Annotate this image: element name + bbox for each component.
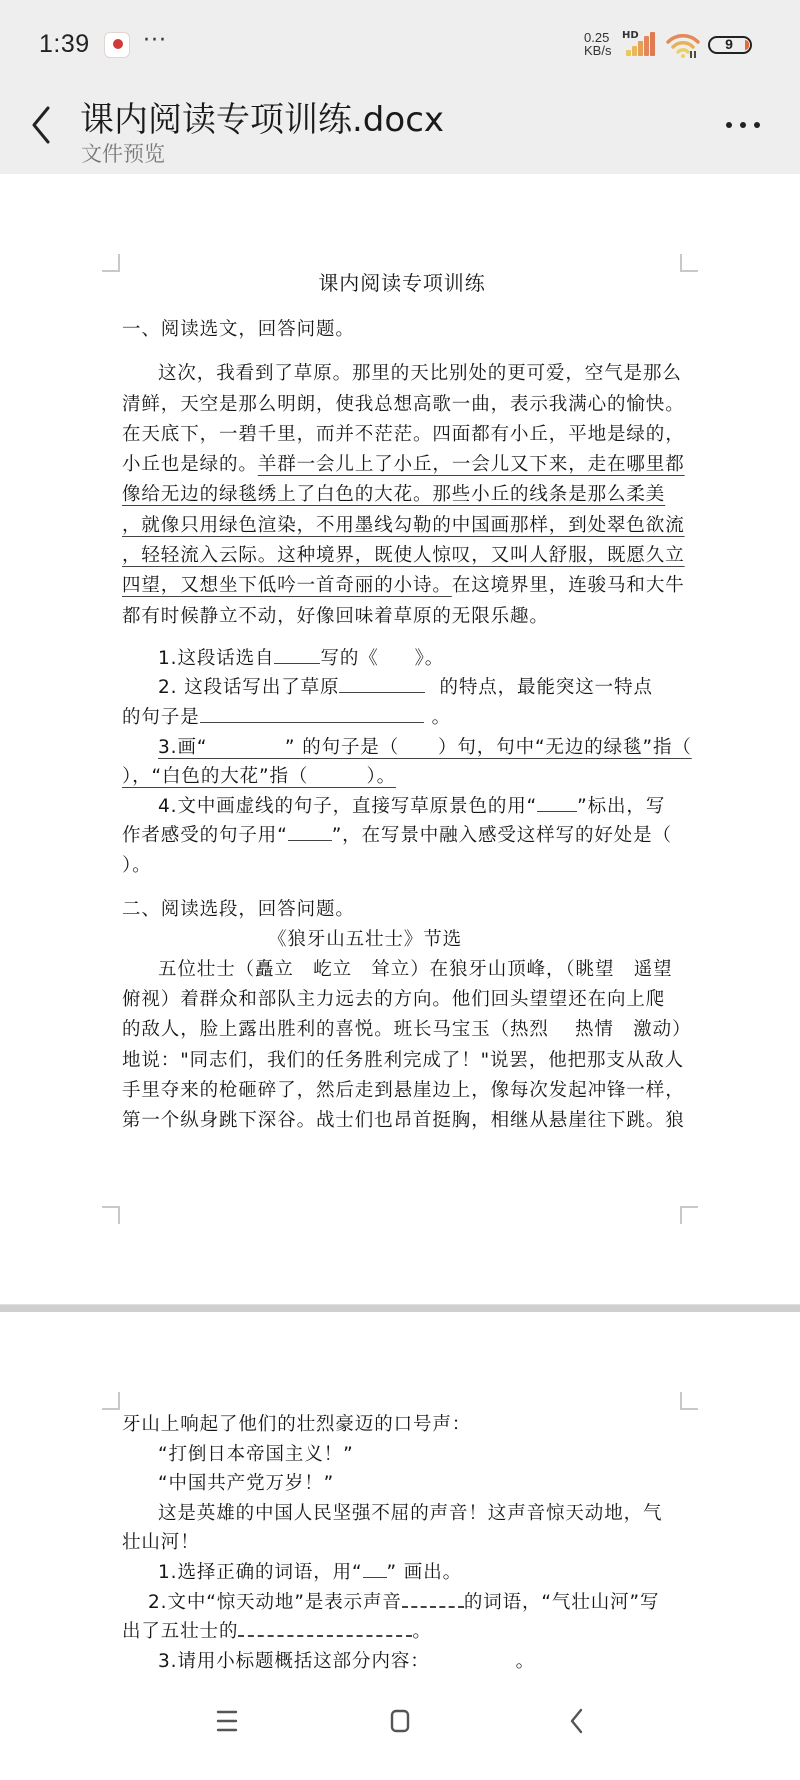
answer-blank[interactable] [288, 821, 332, 841]
chevron-left-icon [22, 100, 62, 150]
home-square-icon [370, 1696, 430, 1746]
more-notifications-icon: ··· [143, 28, 167, 53]
document-page-2[interactable] [0, 1312, 800, 1672]
chevron-left-icon [546, 1696, 606, 1746]
menu-lines-icon [197, 1696, 257, 1746]
question-text: 2.文中“惊天动地”是表示声音 [148, 1591, 402, 1613]
section-1-heading: 一、阅读选文，回答问题。 [122, 319, 355, 340]
top-bar [0, 0, 800, 174]
underlined-passage-line: ，轻轻流入云际。这种境界，既使人惊叹，又叫人舒服，既愿久立 [122, 544, 685, 566]
page-2-content [122, 1410, 682, 1676]
file-preview-label: 文件预览 [81, 142, 165, 166]
question-4-end: ）。 [122, 855, 152, 877]
question-text: 的词语，“气壮山河”写 [463, 1591, 660, 1613]
answer-blank[interactable] [402, 1588, 464, 1608]
passage-text: 在这境界里，连骏马和大牛 [451, 575, 685, 597]
answer-blank[interactable] [363, 1558, 387, 1578]
slogan-line: “打倒日本帝国主义！” [158, 1443, 354, 1465]
passage-line: 在天底下，一碧千里，而并不茫茫。四面都有小丘，平地是绿的， [122, 423, 685, 445]
file-title: 课内阅读专项训练.docx [80, 100, 445, 140]
question-2 [122, 673, 682, 703]
more-options-button[interactable] [720, 114, 768, 134]
question-2-continued [122, 1617, 682, 1647]
question-text: 写的《 [320, 647, 379, 669]
document-title: 课内阅读专项训练 [318, 271, 486, 295]
network-speed [584, 31, 611, 57]
more-dot-icon [740, 122, 746, 128]
question-text: 。 [515, 1650, 536, 1672]
question-text: 的特点，最能突这一特点 [439, 677, 653, 699]
battery-level: 9 [725, 36, 733, 52]
question-4-continued [122, 821, 682, 851]
answer-blank[interactable] [200, 703, 424, 723]
question-text: ” 画出。 [386, 1561, 463, 1583]
section-2-heading: 二、阅读选段，回答问题。 [122, 898, 355, 920]
question-1 [122, 1558, 682, 1588]
passage-line: 清鲜，天空是那么明朗，使我总想高歌一曲，表示我满心的愉快。 [122, 393, 685, 415]
question-text: 3.请用小标题概括这部分内容： [158, 1650, 430, 1672]
passage-line: 这次，我看到了草原。那里的天比别处的更可爱，空气是那么 [158, 363, 682, 385]
margin-corner-marker [680, 1206, 698, 1224]
net-speed-value: 0.25 [584, 30, 610, 45]
answer-blank[interactable] [238, 1617, 412, 1637]
margin-corner-marker [680, 1392, 698, 1410]
network-type-label: HD [622, 30, 639, 41]
nav-menu-button[interactable] [197, 1696, 257, 1746]
cellular-signal-icon [622, 32, 654, 56]
question-text: 作者感受的句子用“ [122, 825, 288, 847]
question-text: 。 [431, 707, 452, 729]
question-text: 3.画“ ” 的句子是（ ）句，句中“无边的绿毯”指（ [158, 736, 692, 758]
passage-line: 都有时候静立不动，好像回味着草原的无限乐趣。 [122, 605, 549, 627]
back-button[interactable] [22, 100, 62, 150]
section-2-passage [122, 955, 692, 1137]
margin-corner-marker [680, 254, 698, 272]
more-dot-icon [726, 122, 732, 128]
margin-corner-marker [102, 254, 120, 272]
question-3 [122, 733, 692, 763]
passage-line: 的敌人，脸上露出胜利的喜悦。班长马宝玉（热烈 热情 激动） [122, 1019, 692, 1041]
more-dot-icon [754, 122, 760, 128]
question-text: 1.这段话选自 [158, 647, 275, 669]
question-text: ），“白色的大花”指（ ）。 [122, 766, 397, 788]
section-2-subtitle: 《狼牙山五壮士》节选 [268, 928, 463, 950]
page-separator [0, 1304, 800, 1312]
question-4 [122, 792, 682, 822]
passage-text: 小丘也是绿的。 [122, 454, 258, 476]
question-text: 出了五壮士的 [122, 1621, 239, 1643]
passage-line [122, 571, 685, 601]
section-1-questions [122, 644, 692, 881]
question-text: ”，在写景中融入感受这样写的好处是（ [331, 825, 672, 847]
question-text: ”标出，写 [577, 795, 666, 817]
question-text: 1.选择正确的词语，用“ [158, 1561, 363, 1583]
slogan-line: “中国共产党万岁！” [158, 1473, 335, 1495]
passage-line: 第一个纵身跳下深谷。战士们也昂首挺胸，相继从悬崖往下跳。狼 [122, 1110, 685, 1132]
question-1 [122, 644, 682, 674]
question-2 [122, 1588, 682, 1618]
nav-back-button[interactable] [546, 1696, 606, 1746]
passage-line: 地说："同志们，我们的任务胜利完成了！"说罢，他把那支从敌人 [122, 1049, 685, 1071]
app-header [0, 88, 800, 174]
question-text: 的句子是 [122, 707, 200, 729]
passage-line: 五位壮士（矗立 屹立 耸立）在狼牙山顶峰，（眺望 遥望 [158, 958, 673, 980]
question-2-continued [122, 703, 682, 733]
underlined-sentence: 羊群一会儿上了小丘，一会儿又下来，走在哪里都 [257, 454, 685, 476]
question-text: 2. 这段话写出了草原 [158, 677, 340, 699]
battery-icon [708, 36, 752, 54]
question-3-continued [122, 762, 682, 792]
section-1-passage [122, 359, 685, 632]
underlined-passage-line: ，就像只用绿色渲染，不用墨线勾勒的中国画那样，到处翠色欲流 [122, 514, 685, 536]
wifi-icon [666, 33, 700, 59]
answer-blank[interactable] [274, 644, 320, 664]
margin-corner-marker [102, 1206, 120, 1224]
status-time: 1:39 [39, 30, 90, 58]
answer-blank[interactable] [339, 673, 425, 693]
passage-line: 俯视）着群众和部队主力远去的方向。他们回头望望还在向上爬 [122, 988, 666, 1010]
passage-line: 壮山河！ [122, 1532, 200, 1554]
question-text: 4.文中画虚线的句子，直接写草原景色的用“ [158, 795, 538, 817]
question-text: 》。 [414, 647, 445, 669]
net-speed-unit: KB/s [584, 43, 612, 58]
document-page-1[interactable] [0, 174, 800, 1304]
page-1-content [122, 266, 692, 1136]
system-nav-bar [0, 1672, 800, 1780]
underlined-passage-line: 像给无边的绿毯绣上了白色的大花。那些小丘的线条是那么柔美 [122, 484, 666, 506]
underlined-sentence: 四望，又想坐下低吟一首奇丽的小诗。 [122, 575, 452, 597]
passage-line: 牙山上响起了他们的壮烈豪迈的口号声： [122, 1414, 472, 1435]
status-bar [0, 0, 800, 90]
margin-corner-marker [102, 1392, 120, 1410]
passage-line: 这是英雄的中国人民坚强不屈的声音！这声音惊天动地，气 [158, 1502, 663, 1524]
passage-line [122, 450, 685, 480]
answer-blank[interactable] [537, 792, 577, 812]
passage-line: 手里夺来的枪砸碎了，然后走到悬崖边上，像每次发起冲锋一样， [122, 1079, 685, 1101]
nav-home-button[interactable] [370, 1696, 430, 1746]
notification-app-icon [104, 32, 130, 58]
question-text: 。 [412, 1621, 432, 1643]
